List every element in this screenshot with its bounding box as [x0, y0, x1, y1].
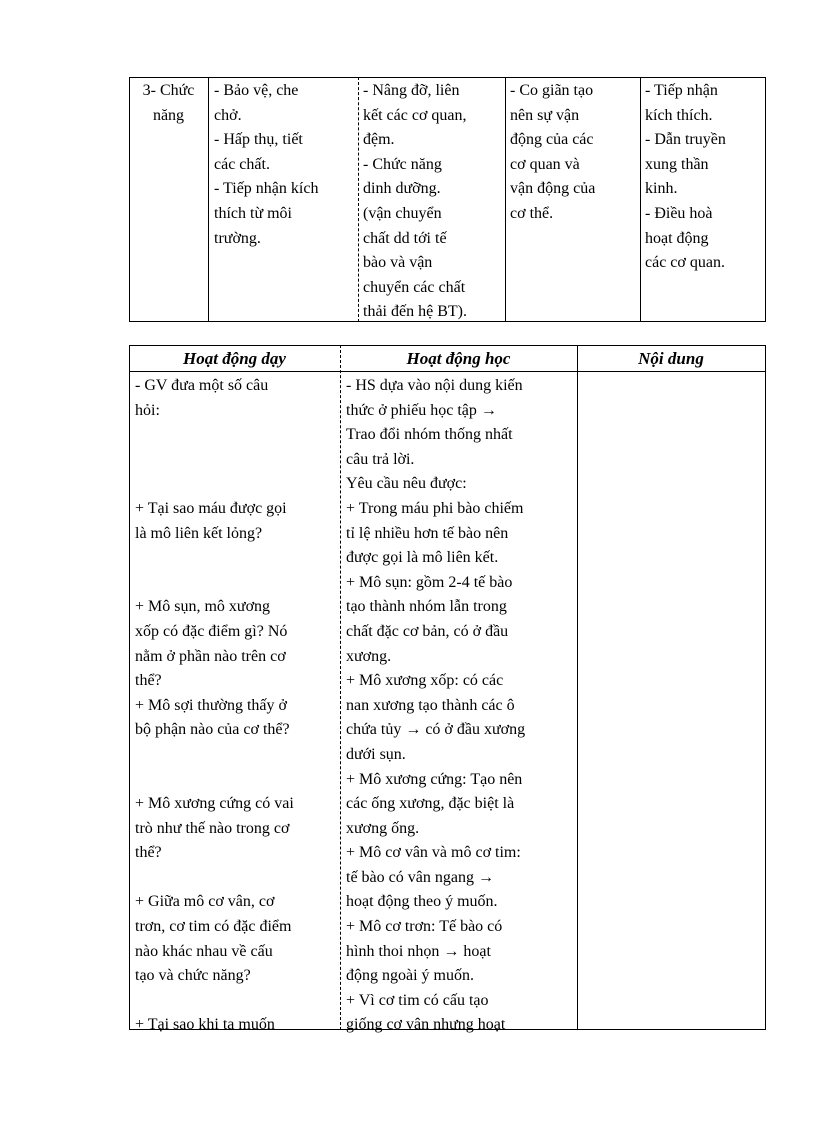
- column-divider: [208, 77, 209, 322]
- cell-line: + Tại sao máu được gọi: [135, 499, 287, 517]
- cell-line: [135, 448, 294, 473]
- cell-line: xung thần: [645, 155, 709, 173]
- cell-line: + Mô sụn: gồm 2-4 tế bào: [346, 573, 513, 591]
- cell-line: câu trả lời.: [346, 450, 415, 468]
- cell-line: nào khác nhau về cấu: [135, 942, 273, 960]
- student-activity-cell: [346, 374, 525, 1038]
- cell-line: hoạt động: [645, 229, 709, 247]
- cell-line: (vận chuyển: [363, 204, 442, 222]
- cell-line: [135, 546, 294, 571]
- cell-line: thể?: [135, 844, 162, 862]
- cell-line: - Tiếp nhận kích: [214, 180, 319, 198]
- column-divider: [358, 77, 359, 322]
- cell-line: kết các cơ quan,: [363, 106, 467, 124]
- cell-line: đệm.: [363, 131, 395, 149]
- cell-line: xương ống.: [346, 819, 420, 837]
- cell-line: chất đặc cơ bản, có ở đầu: [346, 622, 509, 640]
- cell-line: động ngoài ý muốn.: [346, 967, 474, 985]
- header-divider: [129, 371, 766, 372]
- cell-line: Yêu cầu nêu được:: [346, 475, 467, 493]
- cell-line: nan xương tạo thành các ô: [346, 696, 515, 714]
- cell-line: + Mô sụn, mô xương: [135, 598, 271, 616]
- cell-line: - Hấp thụ, tiết: [214, 131, 303, 149]
- cell-line: kích thích.: [645, 106, 713, 124]
- cell-line: [135, 423, 294, 448]
- cell-line: - GV đưa một số câu: [135, 377, 269, 394]
- cell-line: [135, 472, 294, 497]
- cell-line: các ống xương, đặc biệt là: [346, 795, 515, 813]
- table-border-left: [129, 345, 130, 1030]
- cell-line: tạo và chức năng?: [135, 967, 251, 985]
- cell-line: cơ thể.: [510, 204, 554, 222]
- cell-line: [135, 571, 294, 596]
- cell-line: + Mô xương cứng có vai: [135, 795, 294, 813]
- cell-line: tạo thành nhóm lẫn trong: [346, 598, 507, 616]
- column-divider: [505, 77, 506, 322]
- cell-line: dinh dưỡng.: [363, 180, 441, 198]
- table-border-right: [765, 345, 766, 1030]
- cell-line: xốp có đặc điểm gì? Nó: [135, 622, 288, 640]
- cell-line: dưới sụn.: [346, 745, 406, 763]
- nerve-function-cell: [645, 79, 726, 276]
- cell-line: thức ở phiếu học tập →: [346, 401, 497, 419]
- cell-line: + Tại sao khi ta muốn: [135, 1016, 275, 1034]
- cell-line: được gọi là mô liên kết.: [346, 549, 499, 567]
- cell-line: + Trong máu phi bào chiếm: [346, 499, 524, 517]
- cell-line: + Mô xương xốp: có các: [346, 672, 504, 690]
- cell-line: + Vì cơ tim có cấu tạo: [346, 991, 489, 1009]
- cell-line: là mô liên kết lỏng?: [135, 524, 263, 542]
- column-divider: [640, 77, 641, 322]
- cell-line: nằm ở phần nào trên cơ: [135, 647, 286, 665]
- muscle-function-cell: [510, 79, 595, 227]
- cell-line: [135, 743, 294, 768]
- cell-line: - Nâng đỡ, liên: [363, 82, 460, 99]
- cell-line: động của các: [510, 131, 594, 149]
- cell-line: chuyển các chất: [363, 278, 466, 296]
- row-label-line: năng: [152, 106, 185, 124]
- cell-line: - Tiếp nhận: [645, 82, 718, 99]
- cell-line: vận động của: [510, 180, 596, 198]
- cell-line: bào và vận: [363, 254, 433, 272]
- row-label: [129, 79, 208, 128]
- cell-line: cơ quan và: [510, 155, 580, 173]
- cell-line: trường.: [214, 229, 261, 247]
- epithelial-function-cell: [214, 79, 318, 251]
- header-content: Nội dung: [638, 349, 704, 368]
- cell-line: thải đến hệ BT).: [363, 303, 467, 321]
- cell-line: nên sự vận: [510, 106, 580, 124]
- cell-line: + Mô cơ vân và mô cơ tim:: [346, 844, 521, 862]
- activity-table: [129, 345, 766, 1034]
- column-divider: [340, 345, 341, 1030]
- function-table: [129, 77, 766, 322]
- cell-line: [135, 866, 294, 891]
- cell-line: thích từ môi: [214, 204, 292, 222]
- connective-function-cell: [363, 79, 467, 325]
- cell-line: trơn, cơ tim có đặc điểm: [135, 918, 292, 936]
- cell-line: hình thoi nhọn → hoạt: [346, 942, 491, 960]
- cell-line: giống cơ vân nhưng hoạt: [346, 1016, 506, 1034]
- cell-line: - Chức năng: [363, 155, 442, 173]
- header-teaching-activity: Hoạt động dạy: [183, 349, 286, 368]
- cell-line: Trao đổi nhóm thống nhất: [346, 426, 513, 444]
- header-learning-activity: Hoạt động học: [406, 349, 511, 368]
- cell-line: + Giữa mô cơ vân, cơ: [135, 893, 275, 911]
- cell-line: + Mô cơ trơn: Tế bào có: [346, 918, 503, 936]
- cell-line: - Bảo vệ, che: [214, 82, 299, 99]
- cell-line: - HS dựa vào nội dung kiến: [346, 377, 523, 394]
- cell-line: thể?: [135, 672, 162, 690]
- cell-line: + Mô xương cứng: Tạo nên: [346, 770, 523, 788]
- cell-line: [135, 768, 294, 793]
- cell-line: chứa tủy → có ở đầu xương: [346, 721, 526, 739]
- cell-line: - Dẫn truyền: [645, 131, 726, 149]
- cell-line: trò như thế nào trong cơ: [135, 819, 290, 837]
- cell-line: - Điều hoà: [645, 204, 713, 222]
- cell-line: tế bào có vân ngang →: [346, 868, 494, 886]
- cell-line: chất dd tới tế: [363, 229, 447, 247]
- cell-line: hỏi:: [135, 401, 160, 419]
- cell-line: các cơ quan.: [645, 254, 725, 272]
- table-border-top: [129, 77, 766, 78]
- cell-line: kinh.: [645, 180, 678, 198]
- table-border-top: [129, 345, 766, 346]
- cell-line: xương.: [346, 647, 392, 665]
- teacher-activity-cell: [135, 374, 294, 1038]
- cell-line: tỉ lệ nhiều hơn tế bào nên: [346, 524, 509, 542]
- cell-line: hoạt động theo ý muốn.: [346, 893, 498, 911]
- cell-line: bộ phận nào của cơ thể?: [135, 721, 290, 739]
- cell-line: các chất.: [214, 155, 270, 173]
- cell-line: chở.: [214, 106, 242, 124]
- cell-line: + Mô sợi thường thấy ở: [135, 696, 287, 714]
- cell-line: - Co giãn tạo: [510, 82, 594, 99]
- column-divider: [577, 345, 578, 1030]
- row-label-line: 3- Chức: [142, 82, 195, 99]
- table-border-right: [765, 77, 766, 322]
- cell-line: [135, 989, 294, 1014]
